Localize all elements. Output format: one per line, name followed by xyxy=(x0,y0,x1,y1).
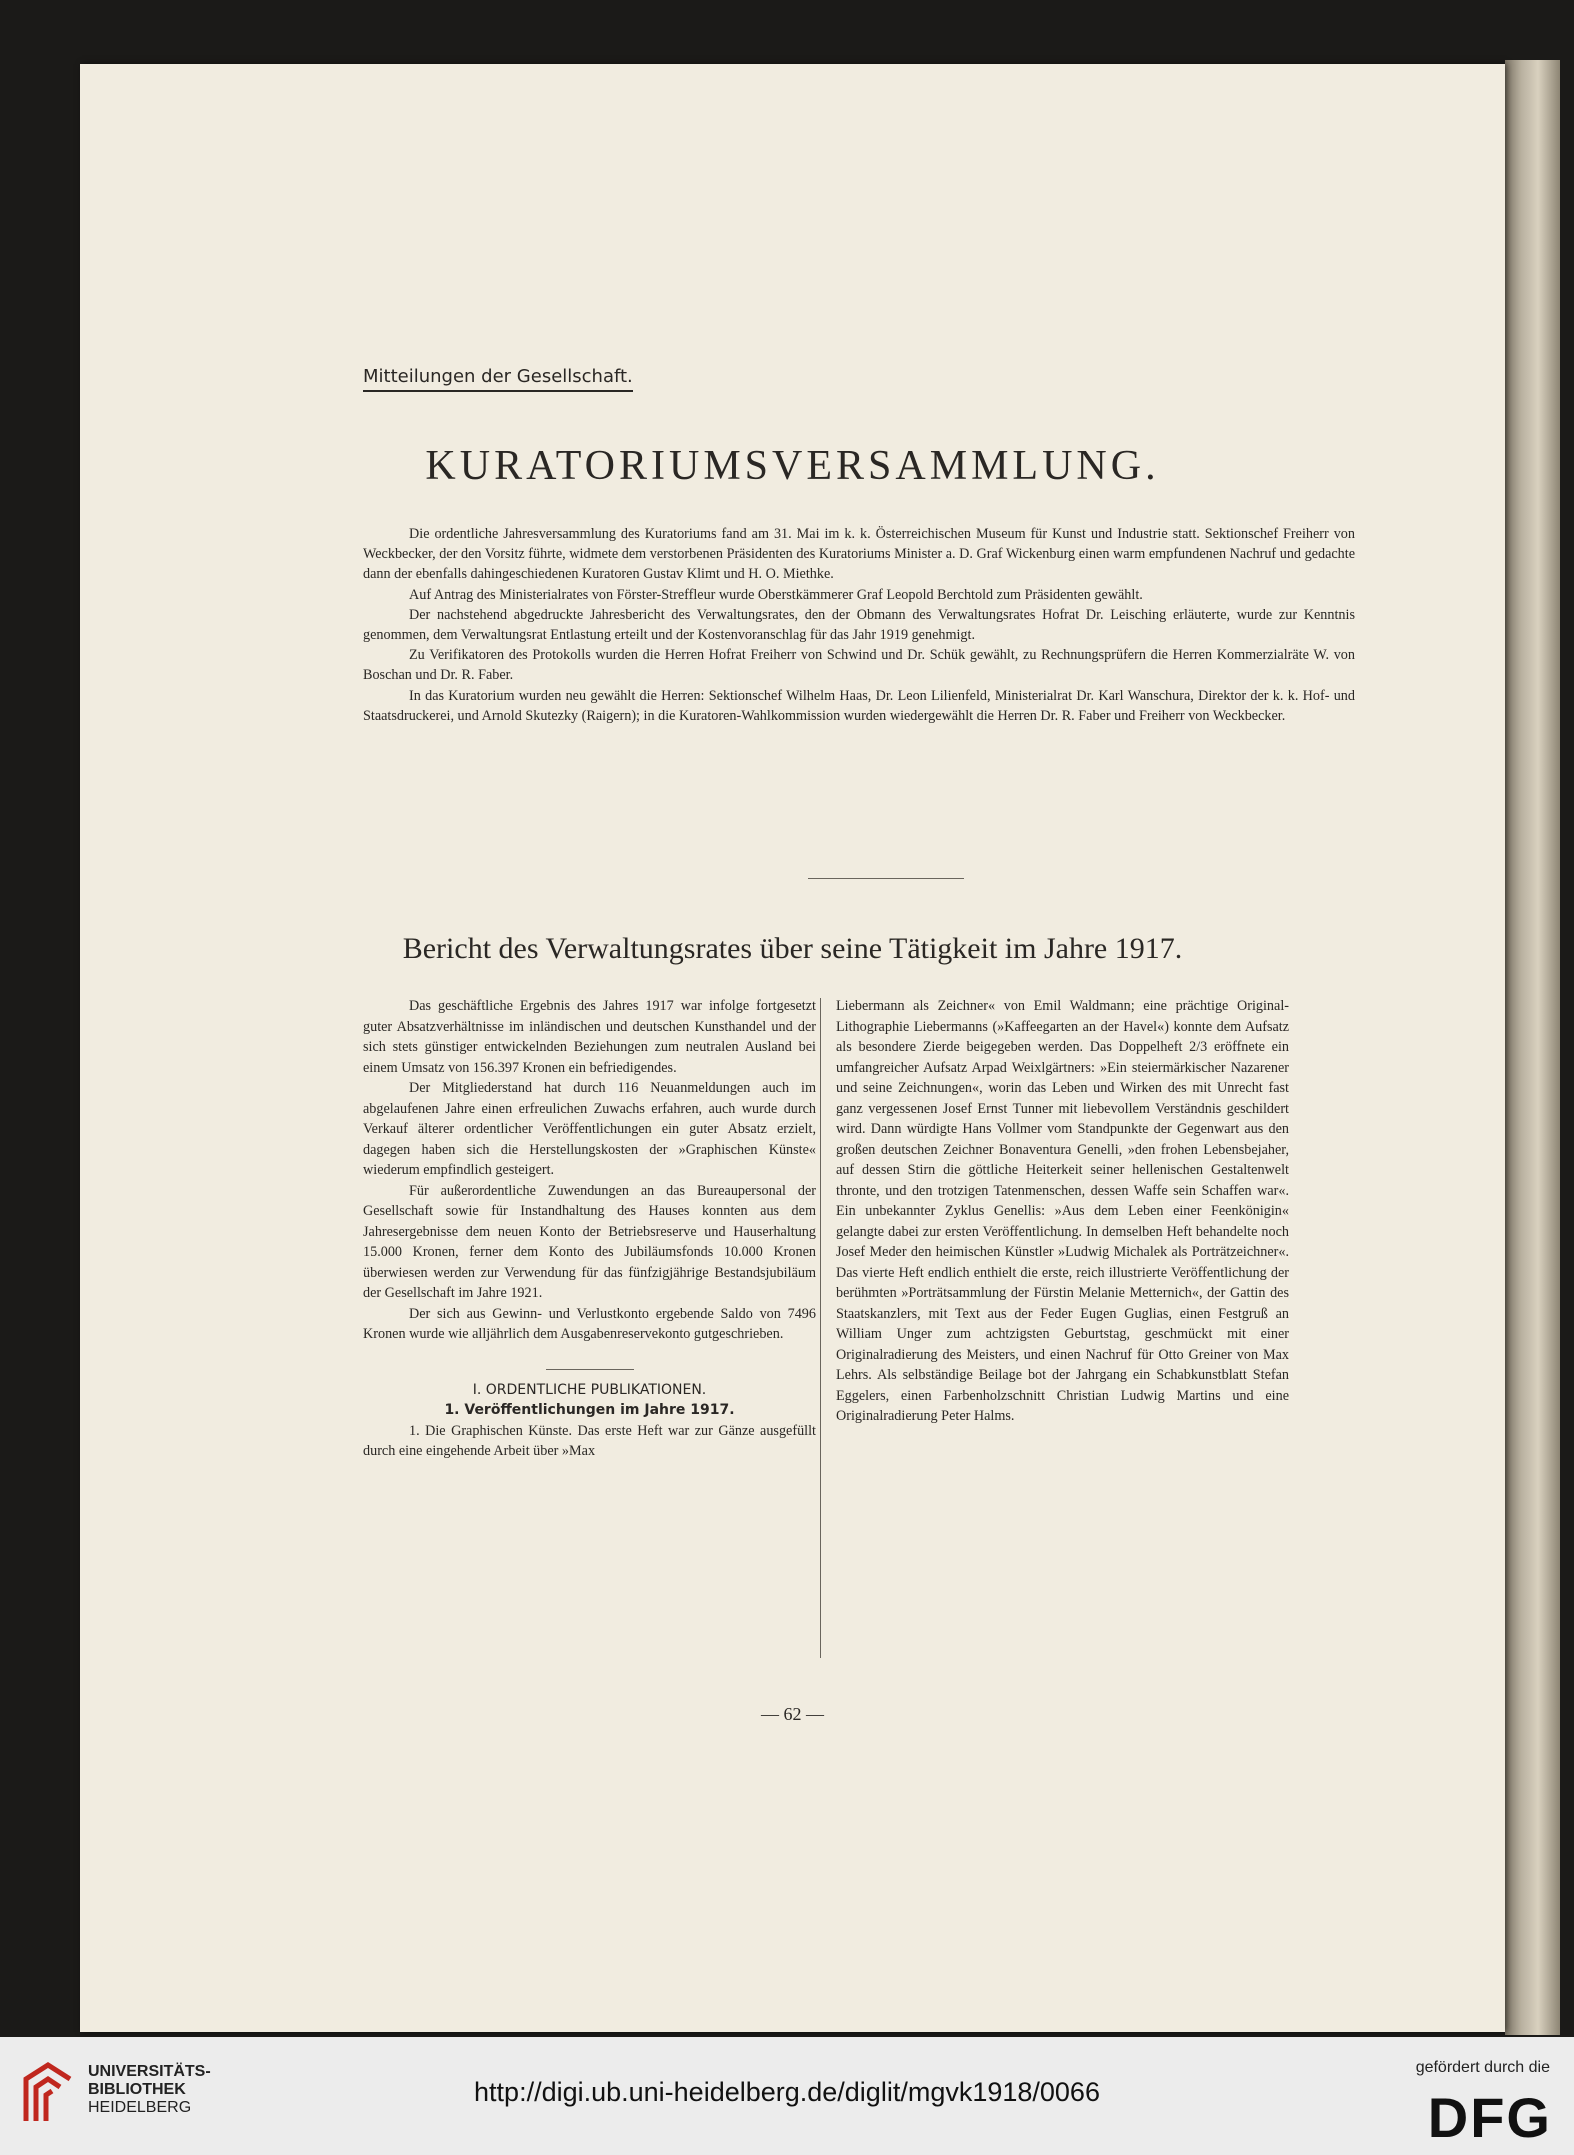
funding-label: gefördert durch die xyxy=(1415,2059,1550,2076)
subheading-year: 1. Veröffentlichungen im Jahre 1917. xyxy=(444,1402,735,1418)
intro-text xyxy=(363,524,1355,726)
library-name-line: HEIDELBERG xyxy=(88,2099,192,2116)
body-paragraph: 1. Die Graphischen Künste. Das erste Heft war zur Gänze ausgefüllt durch eine eingehende Arbeit über »Max xyxy=(363,1422,816,1459)
body-paragraph: Der Mitgliederstand hat durch 116 Neuanmeldungen auch im abgelaufenen Jahre einen erfreulichen Zuwachs erfahren, auch wurde durch Verkauf älterer ordentlicher Veröffentlichungen ein guter Absatz erzielt, dagegen haben sich die Herstellungskosten der »Graphischen Künste« wiederum empfindlich gesteigert. xyxy=(363,1080,816,1178)
left-column xyxy=(363,996,816,1462)
scanned-page xyxy=(80,64,1505,2032)
right-column xyxy=(836,996,1289,1427)
section-divider xyxy=(808,878,964,879)
dfg-logo: DFG xyxy=(1427,2086,1552,2149)
library-name-line: BIBLIOTHEK xyxy=(88,2081,186,2098)
body-paragraph: Der sich aus Gewinn- und Verlustkonto ergebende Saldo von 7496 Kronen wurde wie alljährlich dem Ausgabenreservekonto gutgeschrieben. xyxy=(363,1305,816,1342)
intro-paragraph: Auf Antrag des Ministerialrates von Förster-Streffleur wurde Oberstkämmerer Graf Leopold Berchtold zum Präsidenten gewählt. xyxy=(409,586,1143,603)
book-gutter xyxy=(1505,60,1560,2035)
body-paragraph: Das geschäftliche Ergebnis des Jahres 1917 war infolge fortgesetzt guter Absatzverhältnisse im inländischen und deutschen Kunsthandel und der sich stets günstiger entwickelnden Beziehungen zum neutralen Ausland bei einem Umsatz von 156.397 Kronen ein befriedigendes. xyxy=(363,998,816,1076)
viewer-footer xyxy=(0,2037,1574,2155)
column-divider-rule xyxy=(546,1369,634,1370)
permalink-url[interactable]: http://digi.ub.uni-heidelberg.de/diglit/mgvk1918/0066 xyxy=(474,2077,1100,2107)
page-title: KURATORIUMSVERSAMMLUNG. xyxy=(425,443,1160,489)
page-number: — 62 — xyxy=(761,1704,824,1724)
column-separator xyxy=(820,998,821,1658)
section-label: Mitteilungen der Gesellschaft. xyxy=(363,366,633,392)
body-paragraph: Für außerordentliche Zuwendungen an das Bureaupersonal der Gesellschaft sowie für Instandhaltung des Hauses konnten aus dem Jahresergebnisse dem neuen Konto der Betriebsreserve und Hauserhaltung 15.000 Kronen, ferner dem Konto des Jubiläumsfonds 10.000 Kronen überwiesen werden zur Verwendung für das fünfzigjährige Bestandsjubiläum der Gesellschaft im Jahre 1921. xyxy=(363,1182,816,1301)
subheading-publications: I. ORDENTLICHE PUBLIKATIONEN. xyxy=(472,1381,707,1398)
report-title: Bericht des Verwaltungsrates über seine Tätigkeit im Jahre 1917. xyxy=(402,932,1183,965)
intro-paragraph: Die ordentliche Jahresversammlung des Kuratoriums fand am 31. Mai im k. k. Österreichischen Museum für Kunst und Industrie statt. Sektionschef Freiherr von Weckbecker, der den Vorsitz führte, widmete dem verstorbenen Präsidenten des Kuratoriums Minister a. D. Graf Wickenburg einen warm empfundenen Nachruf und gedachte dann der ebenfalls dahingeschiedenen Kuratoren Gustav Klimt und H. O. Miethke. xyxy=(363,526,1355,583)
library-name-line: UNIVERSITÄTS- xyxy=(88,2063,211,2080)
intro-paragraph: In das Kuratorium wurden neu gewählt die Herren: Sektionschef Wilhelm Haas, Dr. Leon Lilienfeld, Ministerialrat Dr. Karl Wanschura, Direktor der k. k. Hof- und Staatsdruckerei, und Arnold Skutezky (Raigern); in die Kuratoren-Wahlkommission wurden wiedergewählt die Herren Dr. R. Faber und Freiherr von Weckbecker. xyxy=(363,687,1355,724)
body-paragraph: Liebermann als Zeichner« von Emil Waldmann; eine prächtige Original-Lithographie Liebermanns (»Kaffeegarten an der Havel«) konnte dem Aufsatz als besondere Zierde beigegeben werden. Das Doppelheft 2/3 eröffnete ein umfangreicher Aufsatz Arpad Weixlgärtners: »Ein steiermärkischer Nazarener und seine Zeichnungen«, worin das Leben und Wirken des mit Unrecht fast ganz vergessenen Josef Ernst Tunner mit liebevollem Verständnis geschildert wird. Dann würdigte Hans Vollmer vom Standpunkte der Gegenwart aus den großen deutschen Zeichner Bonaventura Genelli, »den frohen Lebensbejaher, auf dessen Stirn die göttliche Heiterkeit seiner hellenischen Gestaltenwelt thronte, und den trotzigen Tatenmenschen, dessen Waffe sein Schaffen war«. Ein unbekannter Zyklus Genellis: »Aus dem Leben einer Feenkönigin« gelangte dabei zur ersten Veröffentlichung. In demselben Heft behandelte noch Josef Meder den heimischen Künstler »Ludwig Michalek als Porträtzeichner«. Das vierte Heft endlich enthielt die erste, reich illustrierte Veröffentlichung der berühmten »Porträtsammlung der Fürstin Melanie Metternich«, der Gattin des Staatskanzlers, mit Text aus der Feder Eugen Guglias, einen Festgruß an William Unger zum achtzigsten Geburtstag, geschmückt mit einer Originalradierung des Meisters, und einen Nachruf für Otto Greiner von Max Lehrs. Als selbständige Beilage bot der Jahrgang ein Schabkunstblatt Stefan Eggelers, einen Farbenholzschnitt Christian Ludwig Martins und eine Originalradierung Peter Halms. xyxy=(836,998,1289,1424)
intro-paragraph: Der nachstehend abgedruckte Jahresbericht des Verwaltungsrates, den der Obmann des Verwaltungsrates Hofrat Dr. Leisching erläuterte, wurde zur Kenntnis genommen, dem Verwaltungsrat Entlastung erteilt und der Kostenvoranschlag für das Jahr 1919 genehmigt. xyxy=(363,606,1355,644)
intro-paragraph: Zu Verifikatoren des Protokolls wurden die Herren Hofrat Freiherr von Schwind und Dr. Schük gewählt, zu Rechnungsprüfern die Herren Kommerzialräte W. von Boschan und Dr. R. Faber. xyxy=(363,647,1355,684)
